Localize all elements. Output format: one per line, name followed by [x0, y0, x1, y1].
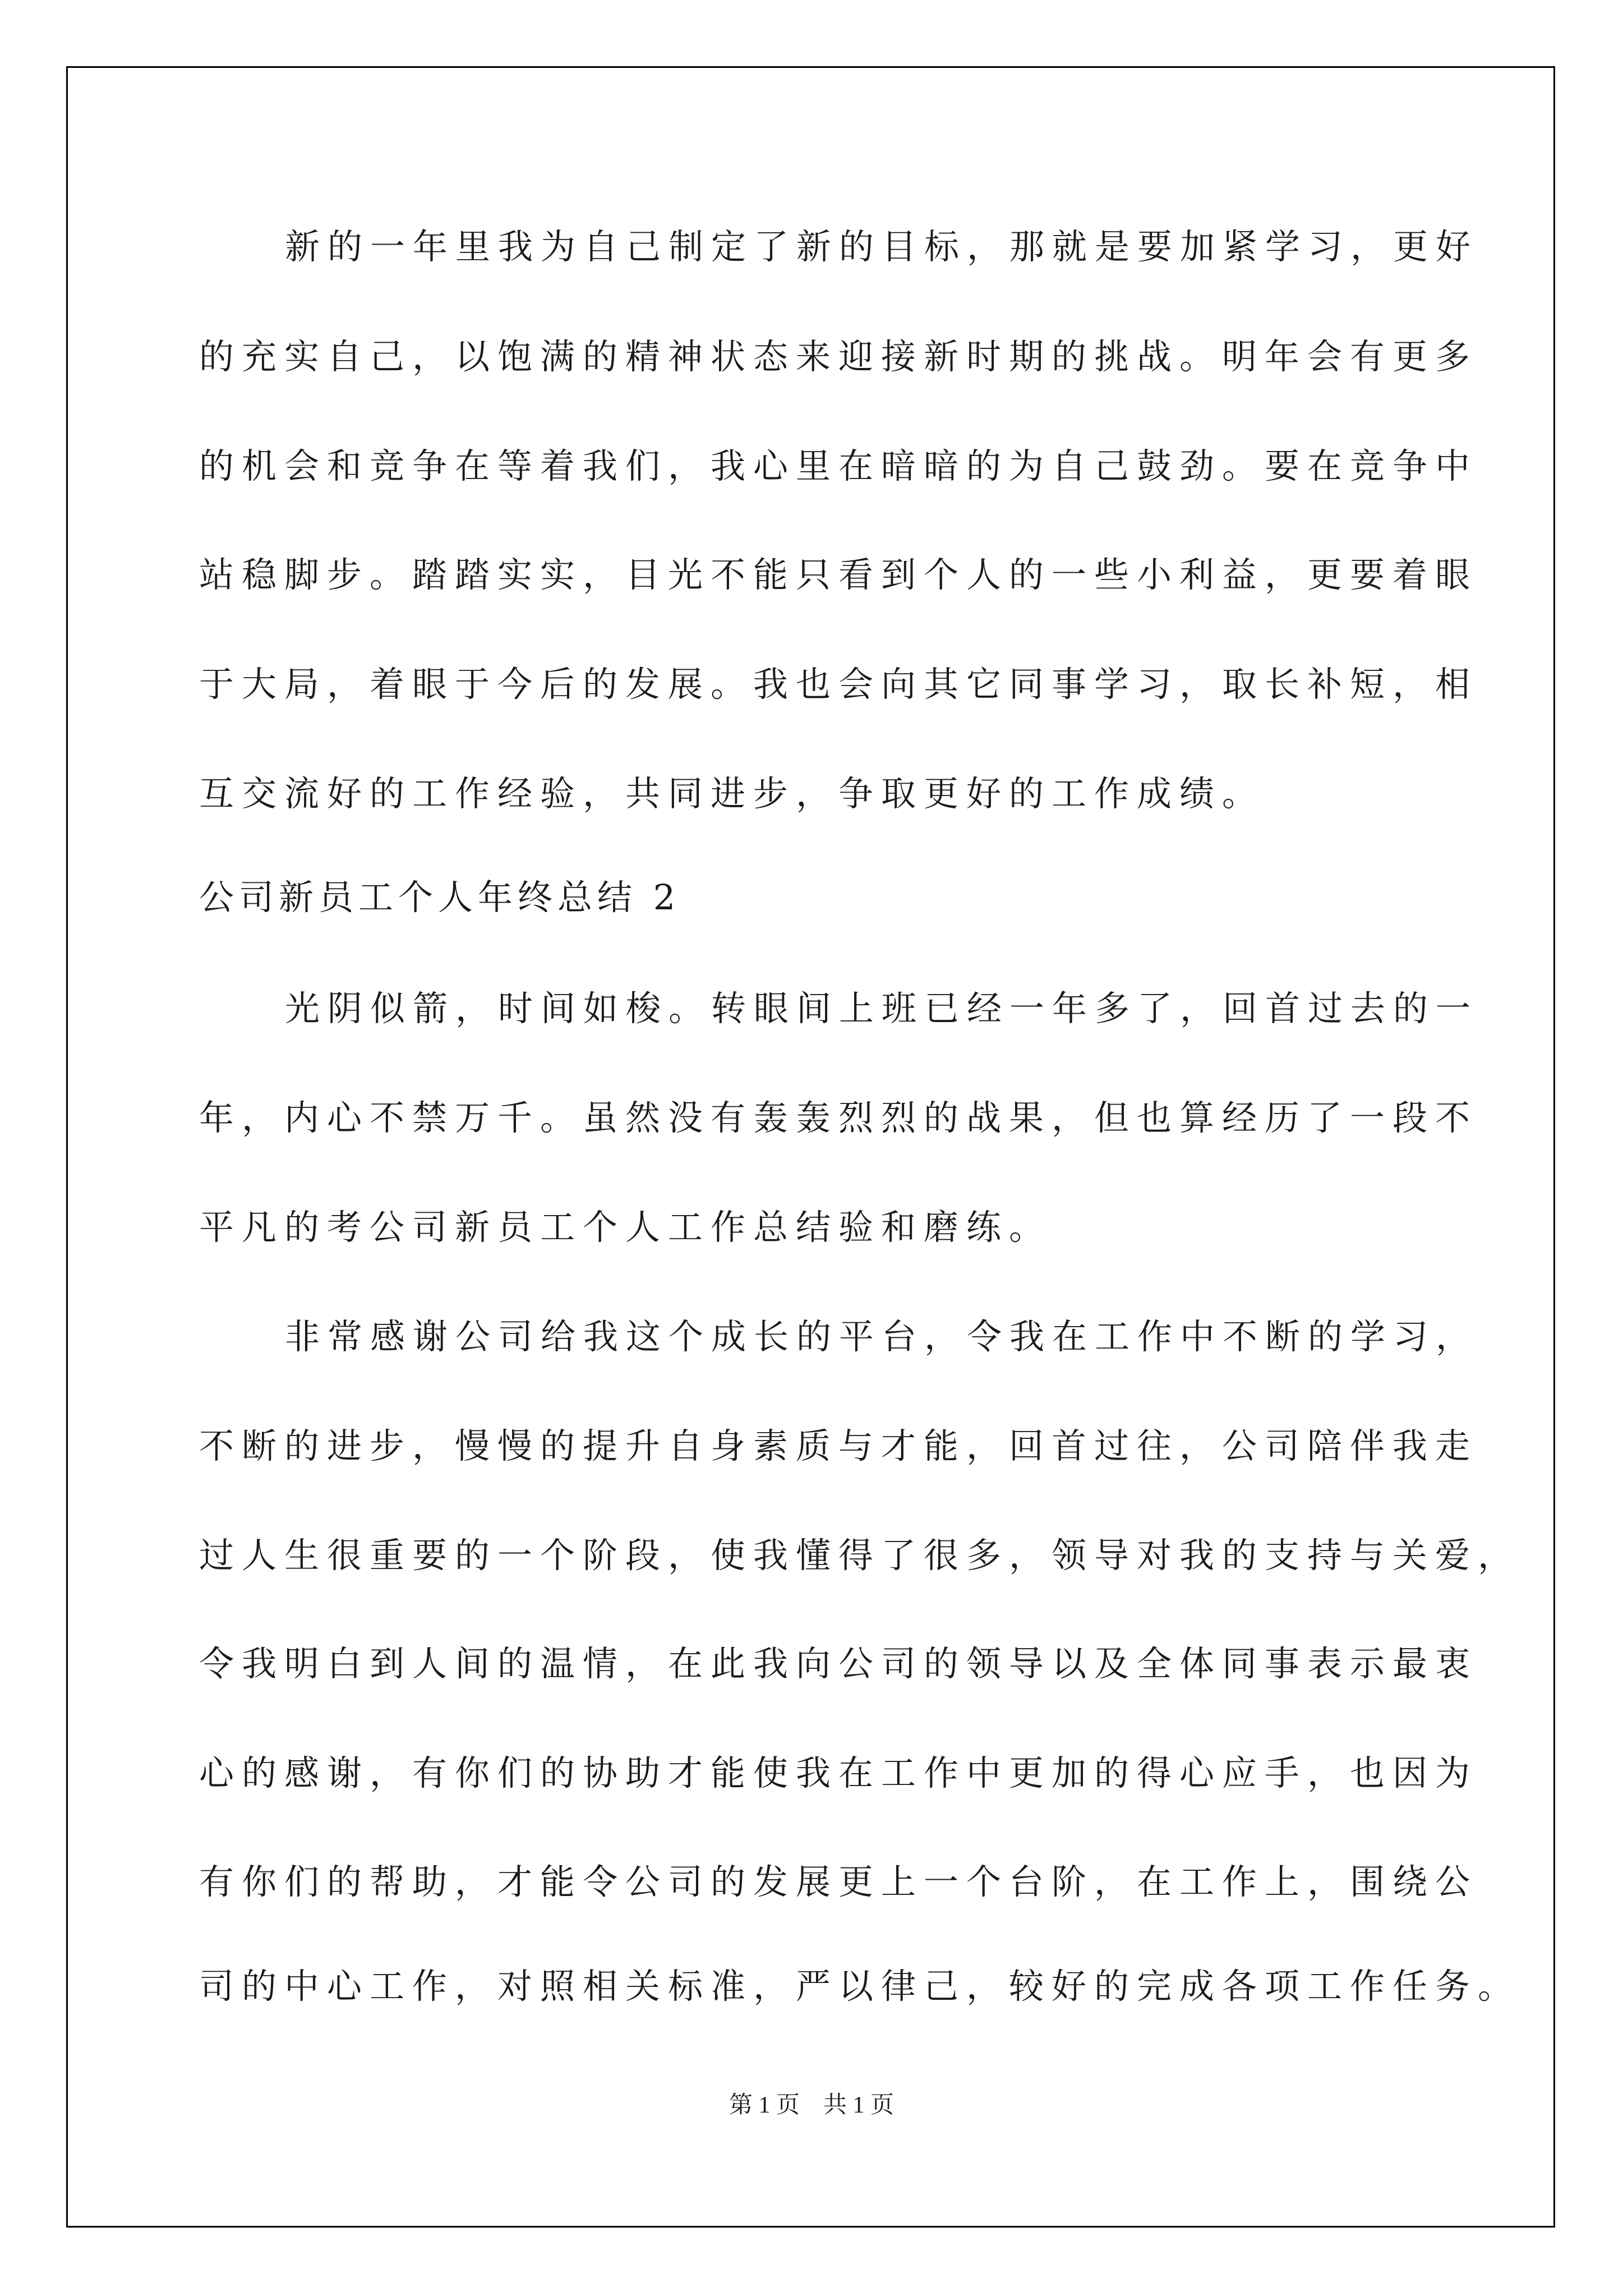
- section-heading: 公司新员工个人年终总结 2: [199, 877, 681, 918]
- paragraph-line: 的充实自己，以饱满的精神状态来迎接新时期的挑战。明年会有更多: [199, 336, 1478, 377]
- paragraph-line: 不断的进步，慢慢的提升自身素质与才能，回首过往，公司陪伴我走: [199, 1425, 1478, 1466]
- paragraph-line: 非常感谢公司给我这个成长的平台，令我在工作中不断的学习，: [285, 1316, 1479, 1357]
- paragraph-line: 年，内心不禁万千。虽然没有轰轰烈烈的战果，但也算经历了一段不: [199, 1097, 1478, 1138]
- paragraph-line: 平凡的考公司新员工个人工作总结验和磨练。: [199, 1207, 1052, 1248]
- paragraph-line: 令我明白到人间的温情，在此我向公司的领导以及全体同事表示最衷: [199, 1643, 1478, 1684]
- paragraph-line: 心的感谢，有你们的协助才能使我在工作中更加的得心应手，也因为: [199, 1752, 1478, 1793]
- paragraph-line: 站稳脚步。踏踏实实，目光不能只看到个人的一些小利益，更要着眼: [199, 554, 1478, 595]
- page-number-footer: 第 1 页 共 1 页: [728, 2092, 894, 2118]
- paragraph-line: 互交流好的工作经验，共同进步，争取更好的工作成绩。: [199, 773, 1265, 814]
- paragraph-line: 的机会和竞争在等着我们，我心里在暗暗的为自己鼓劲。要在竞争中: [199, 445, 1478, 486]
- paragraph-line: 新的一年里我为自己制定了新的目标，那就是要加紧学习，更好: [285, 226, 1479, 267]
- paragraph-line: 司的中心工作，对照相关标准，严以律己，较好的完成各项工作任务。: [199, 1966, 1521, 2007]
- paragraph-line: 光阴似箭，时间如梭。转眼间上班已经一年多了，回首过去的一: [285, 988, 1479, 1029]
- paragraph-line: 于大局，着眼于今后的发展。我也会向其它同事学习，取长补短，相: [199, 664, 1478, 705]
- paragraph-line: 有你们的帮助，才能令公司的发展更上一个台阶，在工作上，围绕公: [199, 1861, 1478, 1902]
- paragraph-line: 过人生很重要的一个阶段，使我懂得了很多，领导对我的支持与关爱，: [199, 1535, 1521, 1576]
